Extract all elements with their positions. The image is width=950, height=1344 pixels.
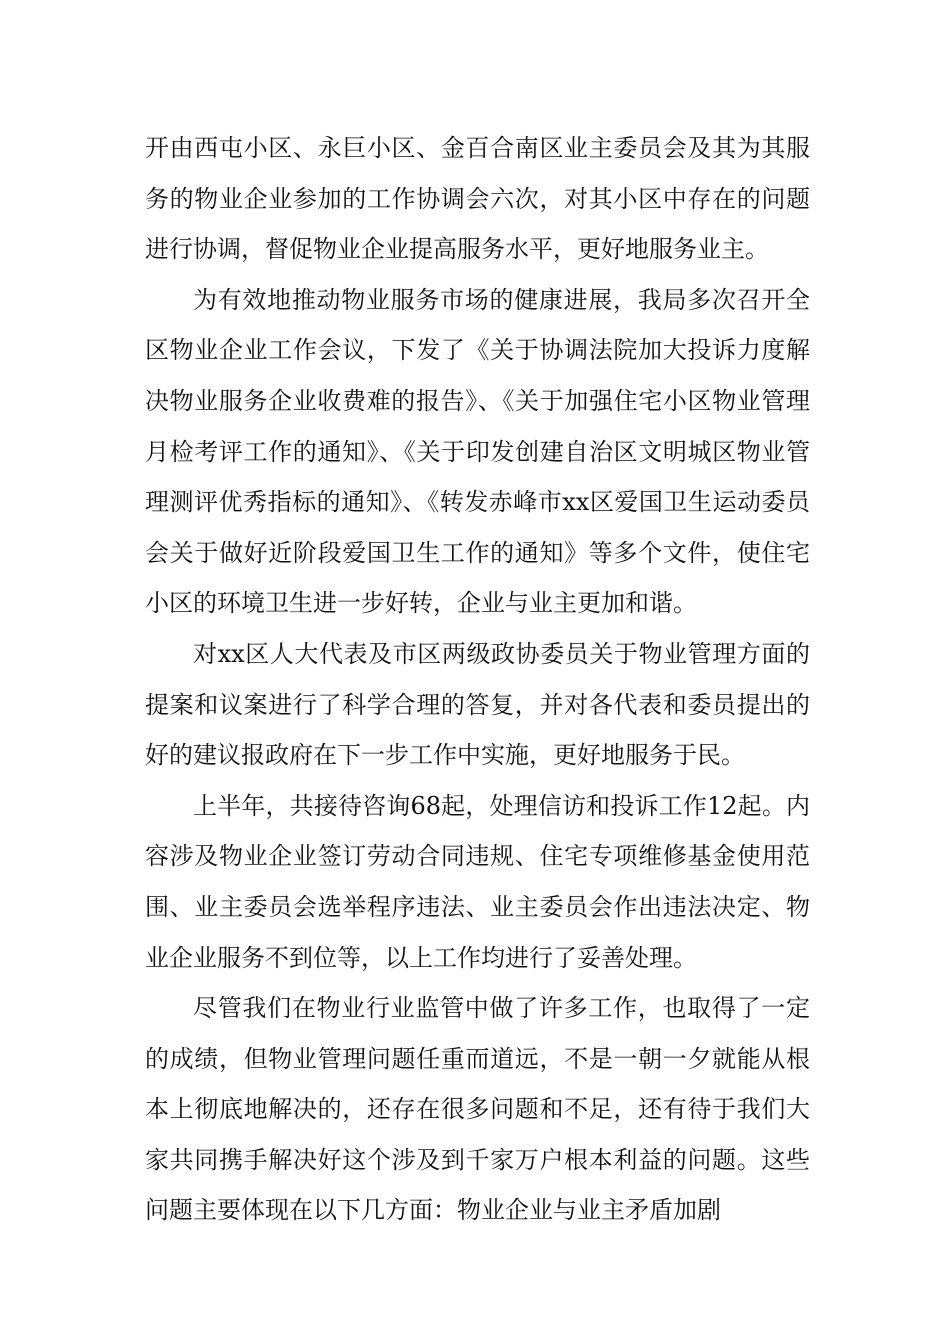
paragraph-continuation: 开由西屯小区、永巨小区、金百合南区业主委员会及其为其服务的物业企业参加的工作协调会六次，对其小区中存在的问题进行协调，督促物业企业提高服务水平，更好地服务业主。	[145, 134, 810, 264]
paragraph: 尽管我们在物业行业监管中做了许多工作，也取得了一定的成绩，但物业管理问题任重而道远，不是一朝一夕就能从根本上彻底地解决的，还存在很多问题和不足，还有待于我们大家共同携手解决好这个涉及到千家万户根本利益的问题。这些问题主要体现在以下几方面：物业企业与业主矛盾加剧	[145, 994, 810, 1225]
paragraph: 对xx区人大代表及市区两级政协委员关于物业管理方面的提案和议案进行了科学合理的答复，并对各代表和委员提出的好的建议报政府在下一步工作中实施，更好地服务于民。	[145, 639, 810, 770]
document-body	[145, 123, 810, 1236]
paragraph: 为有效地推动物业服务市场的健康进展，我局多次召开全区物业企业工作会议，下发了《关于协调法院加大投诉力度解决物业服务企业收费难的报告》、《关于加强住宅小区物业管理月检考评工作的通知》、《关于印发创建自治区文明城区物业管理测评优秀指标的通知》、《转发赤峰市xx区爱国卫生运动委员会关于做好近阶段爱国卫生工作的通知》等多个文件，使住宅小区的环境卫生进一步好转，企业与业主更加和谐。	[145, 285, 810, 618]
paragraph: 上半年，共接待咨询68起，处理信访和投诉工作12起。内容涉及物业企业签订劳动合同违规、住宅专项维修基金使用范围、业主委员会选举程序违法、业主委员会作出违法决定、物业企业服务不到位等，以上工作均进行了妥善处理。	[145, 791, 810, 972]
